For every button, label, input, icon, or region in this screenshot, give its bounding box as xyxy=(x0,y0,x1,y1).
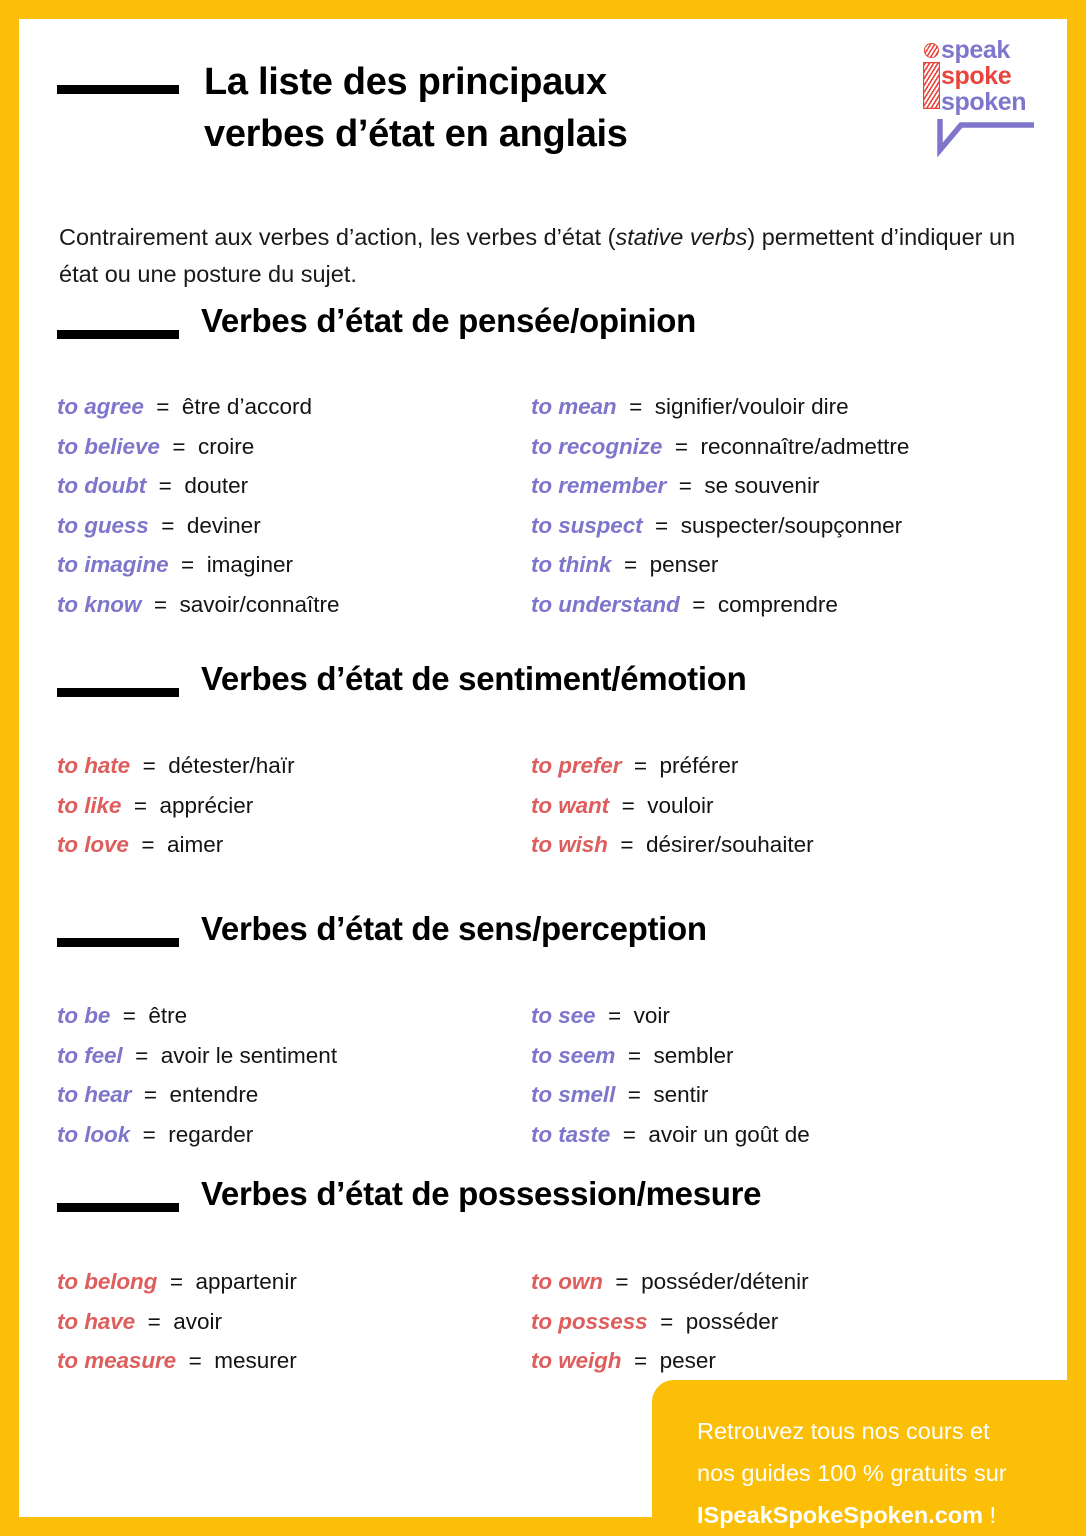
verb-translation: reconnaître/admettre xyxy=(700,433,910,459)
verb-english: to prefer xyxy=(531,753,622,778)
section-heading xyxy=(19,910,1067,972)
verb-entry xyxy=(531,545,1051,585)
verb-english: to own xyxy=(531,1269,603,1294)
verb-column-right xyxy=(531,746,1051,865)
equals-sign: = xyxy=(161,512,175,538)
equals-sign: = xyxy=(169,1269,183,1294)
verb-english: to possess xyxy=(531,1308,648,1334)
verb-column-right xyxy=(531,387,1051,624)
verb-entry xyxy=(531,506,1051,546)
verb-english: to see xyxy=(531,1003,596,1028)
verb-english: to hear xyxy=(57,1082,132,1107)
section-rule-decoration xyxy=(57,688,179,697)
verb-translation: voir xyxy=(633,1003,670,1028)
verb-entry xyxy=(57,387,527,427)
verb-entry xyxy=(57,1036,527,1076)
cta-line2: nos guides 100 % gratuits sur xyxy=(697,1460,1007,1486)
equals-sign: = xyxy=(158,473,172,498)
verb-entry xyxy=(57,506,527,546)
equals-sign: = xyxy=(621,792,635,818)
intro-part1: Contrairement aux verbes d’action, les verbes d’état ( xyxy=(59,223,616,250)
equals-sign: = xyxy=(122,1003,136,1028)
verb-translation: regarder xyxy=(168,1121,254,1147)
section-heading xyxy=(19,302,1067,364)
logo-i-stem-icon xyxy=(923,62,940,109)
verb-entry xyxy=(57,1115,527,1155)
equals-sign: = xyxy=(133,792,147,818)
equals-sign: = xyxy=(153,591,167,617)
equals-sign: = xyxy=(147,1308,161,1334)
equals-sign: = xyxy=(692,591,706,617)
verb-translation: suspecter/soupçonner xyxy=(680,512,903,538)
verb-english: to suspect xyxy=(531,512,643,538)
verb-entry xyxy=(57,1302,527,1342)
equals-sign: = xyxy=(678,473,692,498)
verb-entry xyxy=(531,1036,1051,1076)
verb-translation: être xyxy=(148,1003,188,1028)
verb-english: to guess xyxy=(57,512,149,538)
poster-content xyxy=(19,19,1067,1528)
equals-sign: = xyxy=(615,1269,629,1294)
verb-translation: entendre xyxy=(169,1082,259,1107)
equals-sign: = xyxy=(156,394,170,419)
verb-entry xyxy=(57,746,527,786)
equals-sign: = xyxy=(623,552,638,577)
logo-word-speak: speak xyxy=(941,36,1010,64)
verb-translation: douter xyxy=(184,473,249,498)
verb-translation: mesurer xyxy=(214,1348,297,1373)
equals-sign: = xyxy=(627,1082,641,1107)
page-title-line2: verbes d’état en anglais xyxy=(204,113,628,155)
verb-english: to believe xyxy=(57,433,160,459)
verb-english: to like xyxy=(57,792,122,818)
verb-translation: apprécier xyxy=(159,792,254,818)
brand-logo xyxy=(915,27,1045,162)
logo-word-spoke: spoke xyxy=(941,62,1012,90)
section-rule-decoration xyxy=(57,938,179,947)
verb-entry xyxy=(531,1115,1051,1155)
verb-entry xyxy=(57,1341,527,1381)
verb-translation: penser xyxy=(649,552,719,577)
verb-entry xyxy=(531,466,1051,506)
verb-entry xyxy=(531,1302,1051,1342)
verb-entry xyxy=(57,786,527,826)
cta-website-link[interactable]: ISpeakSpokeSpoken.com xyxy=(697,1502,984,1528)
intro-paragraph xyxy=(59,219,1024,293)
equals-sign: = xyxy=(181,552,195,577)
verb-english: to mean xyxy=(531,394,617,419)
verb-translation: comprendre xyxy=(717,591,838,617)
cta-line3-tail: ! xyxy=(983,1502,997,1528)
page-title xyxy=(204,56,824,160)
section-title: Verbes d’état de sens/perception xyxy=(201,910,707,947)
verb-translation: sembler xyxy=(653,1042,734,1068)
verb-entry xyxy=(531,427,1051,467)
poster-sheet xyxy=(19,19,1067,1528)
verb-column-right xyxy=(531,1262,1051,1381)
verb-translation: préférer xyxy=(659,753,739,778)
verb-english: to want xyxy=(531,792,610,818)
verb-english: to weigh xyxy=(531,1348,622,1373)
intro-italic-term: stative verbs xyxy=(615,223,748,250)
equals-sign: = xyxy=(674,433,688,459)
verb-entry xyxy=(531,996,1051,1036)
verb-translation: appartenir xyxy=(195,1269,297,1294)
logo-i-dot-icon xyxy=(924,43,939,58)
verb-translation: avoir le sentiment xyxy=(160,1042,338,1068)
verb-english: to remember xyxy=(531,473,667,498)
equals-sign: = xyxy=(633,1348,648,1373)
equals-sign: = xyxy=(172,433,186,459)
verb-entry xyxy=(57,1262,527,1302)
verb-english: to know xyxy=(57,591,142,617)
verb-translation: détester/haïr xyxy=(168,753,295,778)
equals-sign: = xyxy=(135,1042,149,1068)
verb-english: to love xyxy=(57,832,129,857)
cta-box[interactable] xyxy=(652,1380,1086,1536)
cta-text xyxy=(697,1410,1067,1536)
equals-sign: = xyxy=(142,753,156,778)
verb-column-left xyxy=(57,387,527,624)
verb-english: to imagine xyxy=(57,552,169,577)
verb-entry xyxy=(57,545,527,585)
verb-translation: deviner xyxy=(186,512,261,538)
verb-translation: savoir/connaître xyxy=(179,591,340,617)
section-rule-decoration xyxy=(57,330,179,339)
section-title: Verbes d’état de sentiment/émotion xyxy=(201,660,747,697)
verb-english: to recognize xyxy=(531,433,663,459)
logo-word-spoken: spoken xyxy=(941,88,1027,116)
verb-translation: posséder xyxy=(685,1308,779,1334)
verb-translation: peser xyxy=(659,1348,716,1373)
section-heading xyxy=(19,660,1067,722)
logo-i-icon xyxy=(923,43,940,109)
verb-entry xyxy=(57,825,527,865)
section-rule-decoration xyxy=(57,1203,179,1212)
verb-translation: aimer xyxy=(166,832,224,857)
section-title: Verbes d’état de pensée/opinion xyxy=(201,302,696,339)
verb-english: to agree xyxy=(57,394,144,419)
verb-entry xyxy=(57,585,527,625)
equals-sign: = xyxy=(142,1121,156,1147)
verb-entry xyxy=(531,585,1051,625)
equals-sign: = xyxy=(655,512,669,538)
verb-entry xyxy=(531,1262,1051,1302)
verb-translation: désirer/souhaiter xyxy=(645,832,814,857)
equals-sign: = xyxy=(660,1308,674,1334)
verb-translation: être d’accord xyxy=(181,394,312,419)
equals-sign: = xyxy=(188,1348,202,1373)
verb-entry xyxy=(57,1075,527,1115)
verb-english: to belong xyxy=(57,1269,158,1294)
section-title: Verbes d’état de possession/mesure xyxy=(201,1175,762,1212)
verb-entry xyxy=(57,466,527,506)
verb-column-left xyxy=(57,1262,527,1381)
section-heading xyxy=(19,1175,1067,1237)
verb-english: to hate xyxy=(57,753,131,778)
equals-sign: = xyxy=(607,1003,622,1028)
verb-translation: vouloir xyxy=(647,792,714,818)
verb-translation: se souvenir xyxy=(704,473,820,498)
verb-translation: posséder/détenir xyxy=(641,1269,809,1294)
logo-wordmark xyxy=(941,37,1026,115)
verb-entry xyxy=(531,1341,1051,1381)
verb-entry xyxy=(531,746,1051,786)
verb-entry xyxy=(57,996,527,1036)
equals-sign: = xyxy=(622,1121,636,1147)
verb-english: to wish xyxy=(531,832,608,857)
verb-translation: signifier/vouloir dire xyxy=(654,394,849,419)
cta-line1: Retrouvez tous nos cours et xyxy=(697,1418,990,1444)
equals-sign: = xyxy=(627,1042,641,1068)
intro-part2: ) permettent d’indiquer un état ou une posture du sujet. xyxy=(59,223,1016,287)
verb-english: to have xyxy=(57,1308,136,1334)
verb-entry xyxy=(57,427,527,467)
verb-english: to understand xyxy=(531,591,680,617)
verb-column-left xyxy=(57,746,527,865)
verb-english: to doubt xyxy=(57,473,147,498)
verb-entry xyxy=(531,786,1051,826)
equals-sign: = xyxy=(620,832,634,857)
verb-column-left xyxy=(57,996,527,1154)
equals-sign: = xyxy=(633,753,648,778)
page-title-line1: La liste des principaux xyxy=(204,61,607,103)
title-rule-decoration xyxy=(57,85,179,94)
verb-translation: sentir xyxy=(653,1082,709,1107)
verb-english: to look xyxy=(57,1121,131,1147)
verb-english: to smell xyxy=(531,1082,616,1107)
equals-sign: = xyxy=(143,1082,157,1107)
verb-translation: avoir un goût de xyxy=(648,1121,810,1147)
verb-entry xyxy=(531,1075,1051,1115)
equals-sign: = xyxy=(141,832,155,857)
verb-english: to think xyxy=(531,552,612,577)
verb-english: to taste xyxy=(531,1121,611,1147)
verb-translation: imaginer xyxy=(206,552,293,577)
logo-swoosh-icon xyxy=(937,117,1042,157)
verb-english: to be xyxy=(57,1003,111,1028)
verb-translation: croire xyxy=(197,433,255,459)
verb-english: to feel xyxy=(57,1042,123,1068)
equals-sign: = xyxy=(629,394,643,419)
verb-entry xyxy=(531,387,1051,427)
verb-translation: avoir xyxy=(173,1308,223,1334)
header xyxy=(19,19,1067,169)
verb-english: to seem xyxy=(531,1042,616,1068)
verb-english: to measure xyxy=(57,1348,177,1373)
verb-entry xyxy=(531,825,1051,865)
verb-column-right xyxy=(531,996,1051,1154)
